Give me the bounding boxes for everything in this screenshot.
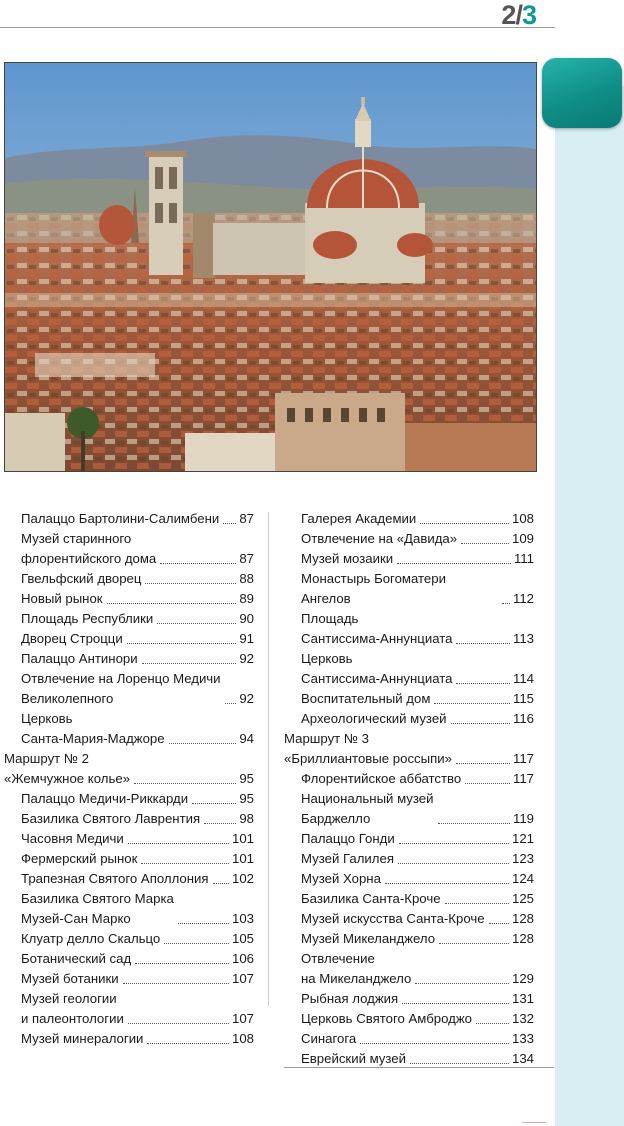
toc-entry-page: 131 — [511, 991, 534, 1006]
page-current: 2 — [501, 0, 516, 30]
toc-entry-title: Палаццо Гонди — [301, 831, 395, 846]
toc-entry-page: 106 — [231, 951, 254, 966]
leader-dots — [225, 703, 237, 704]
toc-entry[interactable] — [284, 989, 534, 1009]
toc-entry-page: 115 — [512, 691, 534, 706]
toc-entry-page: 95 — [239, 791, 254, 806]
leader-dots — [127, 643, 237, 644]
toc-entry[interactable] — [284, 509, 534, 529]
leader-dots — [123, 983, 229, 984]
toc-entry-page: 125 — [511, 891, 534, 906]
leader-dots — [145, 583, 236, 584]
leader-dots — [169, 743, 237, 744]
toc-entry[interactable] — [4, 669, 254, 709]
toc-entry-title: Площадь Республики — [21, 611, 154, 626]
toc-entry[interactable] — [4, 649, 254, 669]
toc-entry[interactable] — [284, 949, 534, 989]
toc-entry-page: 101 — [231, 851, 254, 866]
toc-entry-page: 98 — [239, 811, 254, 826]
toc-entry-title: Отвлечение на Лоренцо Медичи Великолепного — [21, 671, 221, 706]
toc-entry[interactable] — [284, 929, 534, 949]
toc-entry-page: 87 — [239, 551, 254, 566]
toc-entry-title: Палаццо Антинори — [21, 651, 138, 666]
toc-entry[interactable] — [4, 789, 254, 809]
toc-entry[interactable] — [284, 1049, 534, 1069]
toc-entry-page: 109 — [511, 531, 534, 546]
cathedral-panorama-image — [5, 63, 536, 471]
toc-entry[interactable] — [4, 849, 254, 869]
toc-entry[interactable] — [4, 969, 254, 989]
toc-entry-title: Археологический музей — [301, 711, 447, 726]
leader-dots — [445, 903, 509, 904]
toc-entry-page: 94 — [239, 731, 254, 746]
leader-dots — [204, 823, 236, 824]
toc-entry-page: 91 — [239, 631, 254, 646]
toc-entry-title: Музей Микеланджело — [301, 931, 436, 946]
toc-entry[interactable] — [4, 949, 254, 969]
toc-entry-page: 88 — [239, 571, 254, 586]
toc-entry[interactable] — [4, 709, 254, 749]
toc-entry-page: 87 — [239, 511, 254, 526]
toc-entry-page: 103 — [231, 911, 254, 926]
toc-entry-title: Площадь Сантиссима-Аннунциата — [301, 611, 453, 646]
florence-photo — [4, 62, 537, 472]
toc-entry-page: 92 — [239, 691, 254, 706]
toc-entry-title: Музей Галилея — [301, 851, 394, 866]
toc-route-heading[interactable] — [284, 729, 534, 769]
leader-dots — [451, 723, 510, 724]
toc-entry[interactable] — [4, 989, 254, 1029]
leader-dots — [164, 943, 229, 944]
page-total: 3 — [521, 0, 536, 30]
toc-entry-page: 111 — [513, 551, 534, 566]
leader-dots — [107, 603, 237, 604]
toc-entry-page: 128 — [511, 911, 534, 926]
toc-entry[interactable] — [284, 529, 534, 549]
toc-right-column — [284, 509, 534, 1069]
leader-dots — [134, 783, 236, 784]
leader-dots — [147, 1043, 229, 1044]
leader-dots — [456, 643, 509, 644]
leader-dots — [434, 703, 510, 704]
toc-entry-page: 112 — [512, 591, 534, 606]
toc-entry-title: Еврейский музей — [301, 1051, 407, 1066]
toc-entry-page: 121 — [511, 831, 534, 846]
toc-entry[interactable] — [284, 1009, 534, 1029]
leader-dots — [415, 983, 509, 984]
toc-entry-title: Национальный музей Барджелло — [301, 791, 434, 826]
toc-entry-page: 95 — [239, 771, 254, 786]
toc-entry[interactable] — [284, 849, 534, 869]
toc-entry-page: 90 — [239, 611, 254, 626]
leader-dots — [420, 523, 509, 524]
toc-entry-page: 132 — [511, 1011, 534, 1026]
toc-entry-title: Музей ботаники — [21, 971, 119, 986]
toc-entry-title: Музей минералогии — [21, 1031, 144, 1046]
section-tab[interactable] — [542, 58, 622, 128]
toc-entry[interactable] — [4, 509, 254, 529]
toc-entry[interactable] — [284, 569, 534, 609]
toc-entry-page: 117 — [512, 751, 534, 766]
toc-entry-title: Маршрут № 2 «Жемчужное колье» — [4, 751, 130, 786]
leader-dots — [142, 663, 237, 664]
toc-entry-page: 105 — [231, 931, 254, 946]
toc-entry-page: 107 — [231, 1011, 254, 1026]
leader-dots — [223, 523, 236, 524]
toc-entry[interactable] — [4, 869, 254, 889]
toc-entry[interactable] — [284, 869, 534, 889]
leader-dots — [160, 563, 236, 564]
leader-dots — [461, 543, 509, 544]
toc-entry-title: Рыбная лоджия — [301, 991, 399, 1006]
toc-entry-page: 129 — [511, 971, 534, 986]
toc-entry[interactable] — [284, 909, 534, 929]
toc-entry[interactable] — [284, 769, 534, 789]
corner-mark — [522, 1122, 546, 1123]
leader-dots — [397, 563, 511, 564]
toc-entry[interactable] — [284, 789, 534, 829]
leader-dots — [213, 883, 229, 884]
toc-entry-title: Церковь Сантиссима-Аннунциата — [301, 651, 453, 686]
column-divider — [268, 512, 269, 1006]
leader-dots — [157, 623, 236, 624]
toc-entry-title: Музей геологии и палеонтологии — [21, 991, 124, 1026]
leader-dots — [456, 763, 510, 764]
leader-dots — [178, 923, 229, 924]
toc-entry-title: Флорентийское аббатство — [301, 771, 462, 786]
toc-entry[interactable] — [284, 549, 534, 569]
toc-entry[interactable] — [4, 629, 254, 649]
toc-entry-title: Клуатр делло Скальцо — [21, 931, 161, 946]
page-indicator — [501, 0, 536, 31]
leader-dots — [489, 923, 509, 924]
toc-entry[interactable] — [284, 1029, 534, 1049]
toc-entry-title: Трапезная Святого Аполлония — [21, 871, 209, 886]
header-rule — [0, 27, 555, 28]
toc-entry-page: 133 — [511, 1031, 534, 1046]
toc-entry-title: Галерея Академии — [301, 511, 417, 526]
toc-entry[interactable] — [4, 809, 254, 829]
toc-entry-title: Отвлечение на «Давида» — [301, 531, 458, 546]
toc-entry[interactable] — [284, 649, 534, 689]
toc-entry-title: Отвлечение на Микеланджело — [301, 951, 412, 986]
leader-dots — [438, 823, 510, 824]
toc-entry-title: Синагога — [301, 1031, 357, 1046]
toc-entry-page: 102 — [231, 871, 254, 886]
leader-dots — [502, 603, 510, 604]
toc-entry-page: 89 — [239, 591, 254, 606]
toc-entry-page: 107 — [231, 971, 254, 986]
toc-entry-page: 119 — [512, 811, 534, 826]
leader-dots — [456, 683, 509, 684]
toc-entry[interactable] — [284, 889, 534, 909]
page-separator: / — [515, 0, 522, 30]
toc-entry-title: Воспитательный дом — [301, 691, 431, 706]
toc-entry-title: Маршрут № 3 «Бриллиантовые россыпи» — [284, 731, 452, 766]
toc-entry[interactable] — [284, 609, 534, 649]
side-strip — [555, 86, 624, 1126]
toc-entry-page: 108 — [231, 1031, 254, 1046]
toc-entry-title: Музей искусства Санта-Кроче — [301, 911, 485, 926]
leader-dots — [141, 863, 229, 864]
leader-dots — [399, 843, 509, 844]
toc-entry-title: Церковь Санта-Мария-Маджоре — [21, 711, 165, 746]
toc-entry[interactable] — [4, 609, 254, 629]
toc-entry-title: Церковь Святого Амброджо — [301, 1011, 472, 1026]
toc-entry[interactable] — [4, 1029, 254, 1049]
toc-entry-title: Ботанический сад — [21, 951, 132, 966]
toc-entry-page: 128 — [511, 931, 534, 946]
toc-entry[interactable] — [284, 689, 534, 709]
toc-entry-page: 113 — [512, 631, 534, 646]
leader-dots — [135, 963, 229, 964]
toc-entry[interactable] — [4, 529, 254, 569]
toc-entry-title: Музей Хорна — [301, 871, 381, 886]
toc-entry-page: 108 — [511, 511, 534, 526]
leader-dots — [398, 863, 509, 864]
leader-dots — [439, 943, 509, 944]
toc-entry-title: Монастырь Богоматери Ангелов — [301, 571, 446, 606]
toc-entry-page: 117 — [512, 771, 534, 786]
leader-dots — [385, 883, 509, 884]
toc-entry[interactable] — [284, 829, 534, 849]
toc-entry[interactable] — [4, 889, 254, 929]
toc-entry-title: Базилика Санта-Кроче — [301, 891, 441, 906]
toc-entry-title: Фермерский рынок — [21, 851, 138, 866]
toc-entry-title: Гвельфский дворец — [21, 571, 142, 586]
toc-entry[interactable] — [4, 569, 254, 589]
toc-entry-page: 114 — [512, 671, 534, 686]
leader-dots — [128, 1023, 229, 1024]
leader-dots — [128, 843, 229, 844]
toc-entry-title: Музей старинного флорентийского дома — [21, 531, 157, 566]
toc-entry-title: Палаццо Медичи-Риккарди — [21, 791, 189, 806]
toc-entry-title: Часовня Медичи — [21, 831, 124, 846]
toc-entry[interactable] — [284, 709, 534, 729]
toc-route-heading[interactable] — [4, 749, 254, 789]
leader-dots — [476, 1023, 509, 1024]
toc-entry-title: Палаццо Бартолини-Салимбени — [21, 511, 220, 526]
toc-entry-page: 92 — [239, 651, 254, 666]
leader-dots — [360, 1043, 509, 1044]
toc-entry[interactable] — [4, 589, 254, 609]
leader-dots — [402, 1003, 509, 1004]
toc-left-column — [4, 509, 254, 1049]
toc-entry-page: 116 — [512, 711, 534, 726]
toc-entry[interactable] — [4, 829, 254, 849]
toc-entry-page: 124 — [511, 871, 534, 886]
footer-rule — [284, 1067, 554, 1068]
toc-entry-title: Музей мозаики — [301, 551, 394, 566]
toc-entry[interactable] — [4, 929, 254, 949]
leader-dots — [192, 803, 236, 804]
toc-entry-page: 123 — [511, 851, 534, 866]
toc-entry-title: Базилика Святого Лаврентия — [21, 811, 201, 826]
toc-entry-title: Новый рынок — [21, 591, 103, 606]
leader-dots — [465, 783, 510, 784]
toc-entry-title: Дворец Строцци — [21, 631, 123, 646]
leader-dots — [410, 1063, 509, 1064]
toc-entry-page: 134 — [511, 1051, 534, 1066]
toc-entry-page: 101 — [231, 831, 254, 846]
toc-entry-title: Базилика Святого Марка Музей-Сан Марко — [21, 891, 174, 926]
